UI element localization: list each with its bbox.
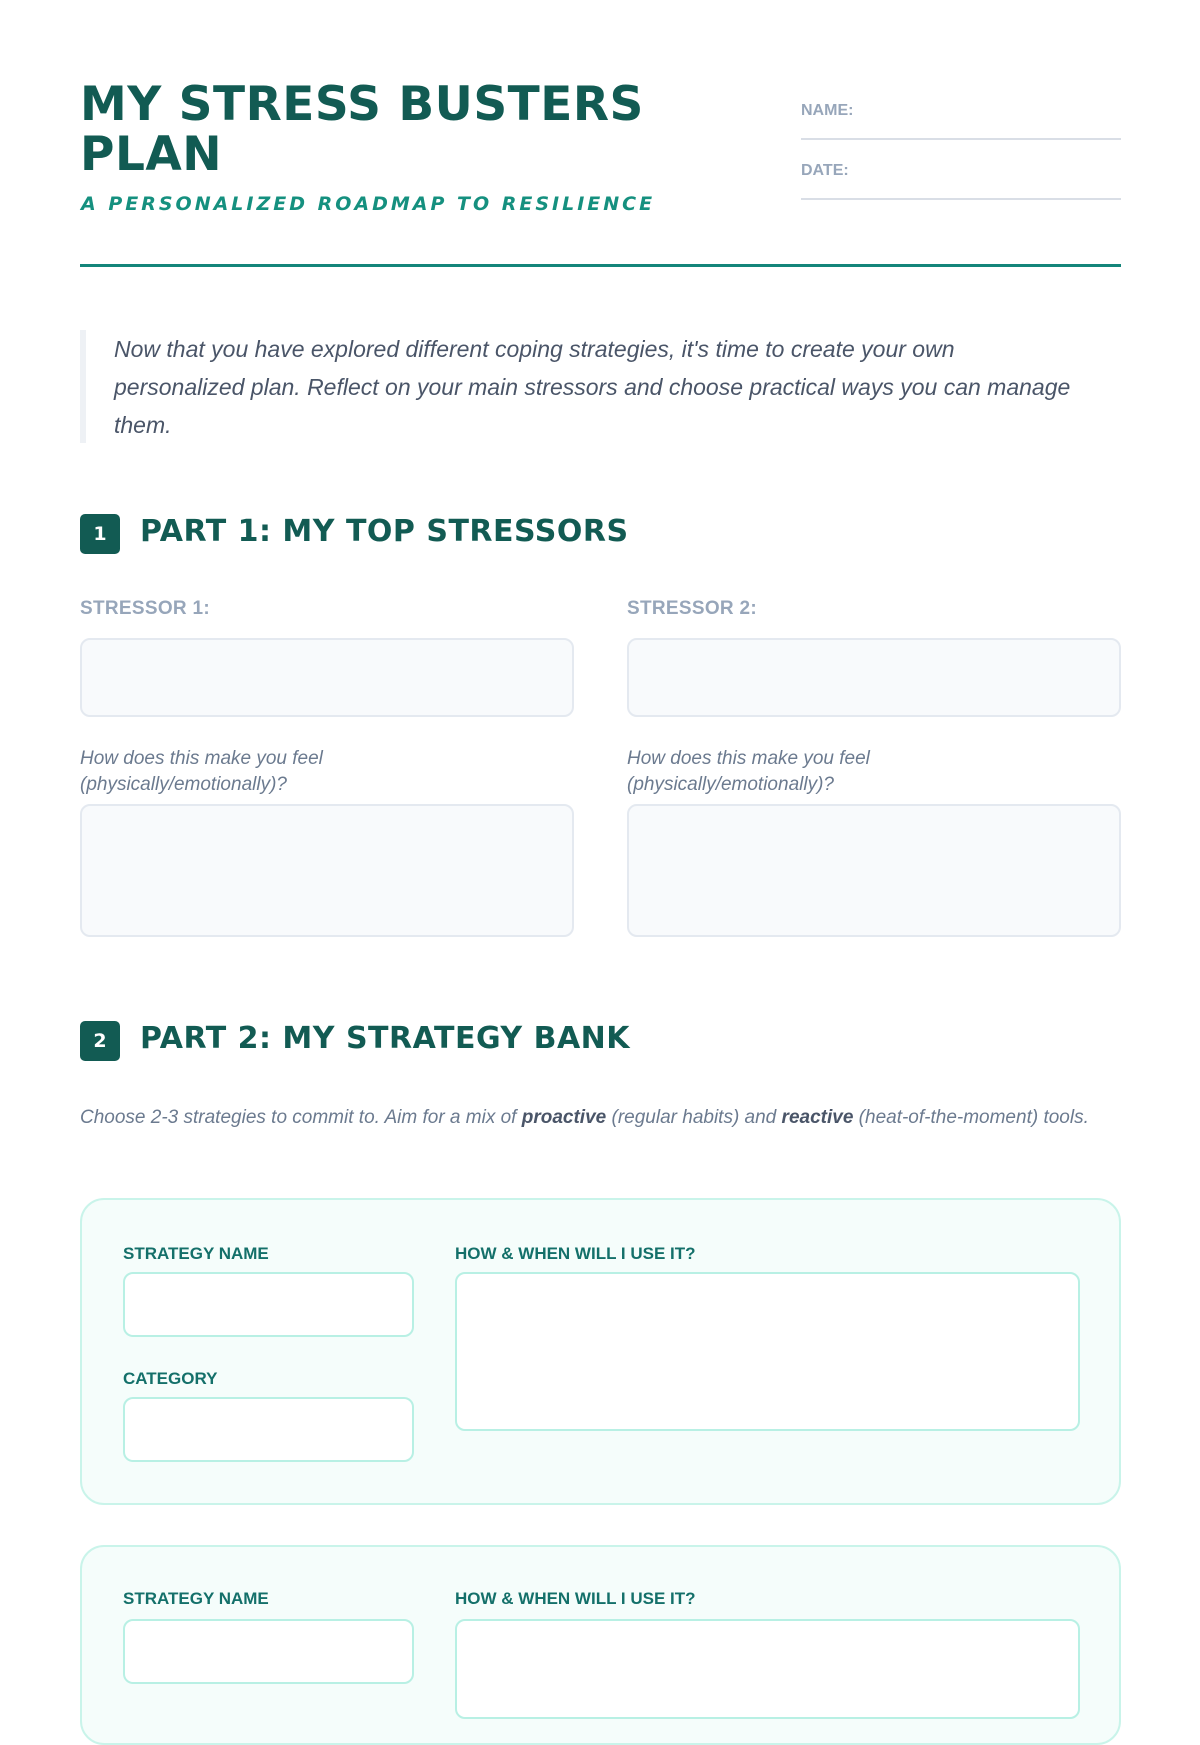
stressor-1-feel-question: How does this make you feel (physically/emotionally)? <box>80 748 323 795</box>
how-when-input[interactable] <box>455 1272 1080 1431</box>
stressor-2-label: STRESSOR 2: <box>627 598 757 619</box>
worksheet-header <box>80 77 1121 267</box>
name-field[interactable] <box>801 94 1121 140</box>
how-when-label: HOW & WHEN WILL I USE IT? <box>455 1589 696 1608</box>
strategy-card-1 <box>80 1198 1121 1505</box>
strategy-name-input[interactable] <box>123 1619 414 1684</box>
strategy-card-2 <box>80 1545 1121 1745</box>
part1-number-badge: 1 <box>80 514 120 554</box>
how-when-label: HOW & WHEN WILL I USE IT? <box>455 1244 696 1263</box>
instructions-reactive: reactive <box>781 1107 854 1128</box>
part2-number-badge: 2 <box>80 1021 120 1061</box>
instructions-text: (heat-of-the-moment) tools. <box>853 1107 1089 1128</box>
strategy-name-input[interactable] <box>123 1272 414 1337</box>
category-label: CATEGORY <box>123 1369 218 1388</box>
name-label: NAME: <box>801 102 854 119</box>
stressor-1-input[interactable] <box>80 638 574 717</box>
part1-title: PART 1: MY TOP STRESSORS <box>140 514 629 549</box>
category-input[interactable] <box>123 1397 414 1462</box>
stressor-2-feel-question: How does this make you feel (physically/emotionally)? <box>627 748 870 795</box>
strategy-instructions <box>80 1104 1090 1131</box>
intro-text: Now that you have explored different coping strategies, it's time to create your own personalized plan. Reflect on your main stressors and choose practical ways you can manage them. <box>80 330 1080 443</box>
strategy-name-label: STRATEGY NAME <box>123 1589 269 1608</box>
stressor-2-feel-input[interactable] <box>627 804 1121 937</box>
instructions-proactive: proactive <box>521 1107 607 1128</box>
stressor-1-label: STRESSOR 1: <box>80 598 210 619</box>
page-title: MY STRESS BUSTERS PLAN <box>80 77 644 182</box>
worksheet-page <box>80 0 1121 1608</box>
instructions-text: (regular habits) and <box>606 1107 782 1128</box>
part2-title: PART 2: MY STRATEGY BANK <box>140 1021 631 1056</box>
page-subtitle: A PERSONALIZED ROADMAP TO RESILIENCE <box>81 193 656 215</box>
date-field[interactable] <box>801 154 1121 200</box>
date-label: DATE: <box>801 162 849 179</box>
stressor-1-feel-input[interactable] <box>80 804 574 937</box>
instructions-text: Choose 2-3 strategies to commit to. Aim for a mix of <box>80 1107 522 1128</box>
strategy-name-label: STRATEGY NAME <box>123 1244 269 1263</box>
how-when-input[interactable] <box>455 1619 1080 1719</box>
stressor-2-input[interactable] <box>627 638 1121 717</box>
